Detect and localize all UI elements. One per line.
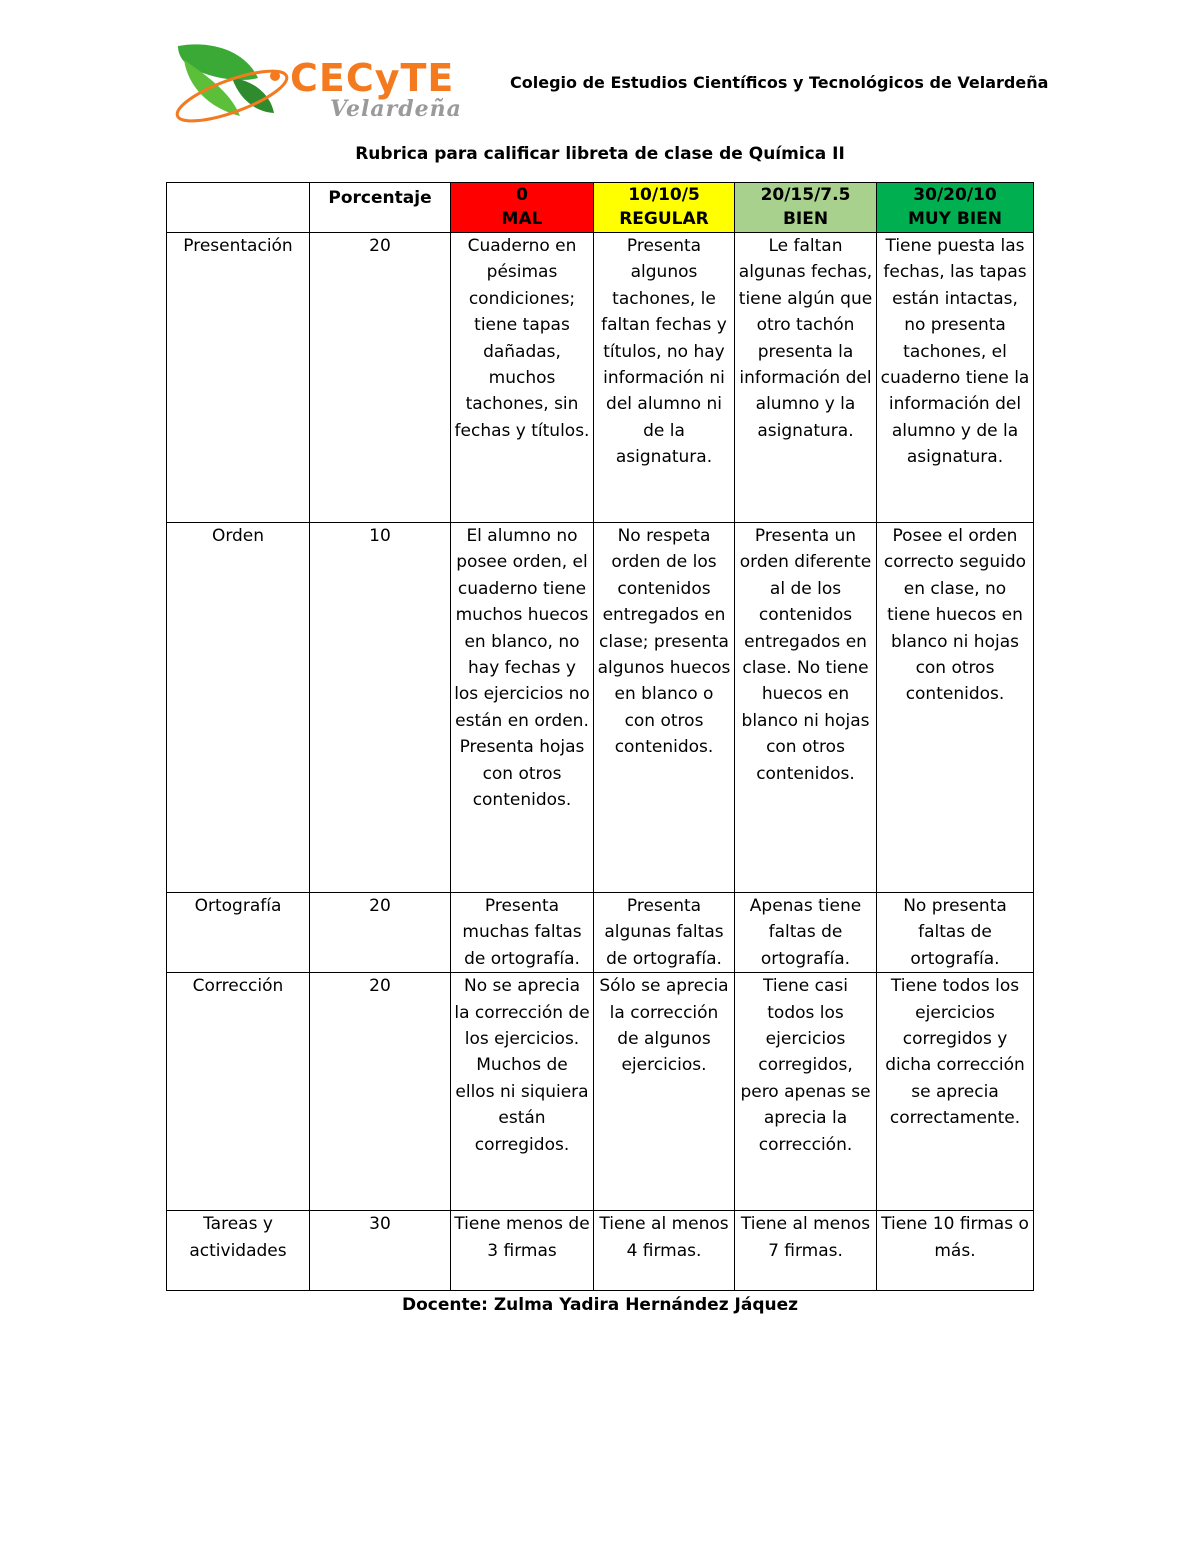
descriptor-cell-muy-bien: Tiene 10 firmas o más. bbox=[877, 1211, 1034, 1291]
logo-subtitle: Velardeña bbox=[330, 96, 462, 122]
descriptor-cell-regular: Tiene al menos 4 firmas. bbox=[594, 1211, 735, 1291]
criterion-cell: Ortografía bbox=[167, 893, 310, 973]
cecyte-logo bbox=[170, 38, 462, 133]
descriptor-cell-regular: Sólo se aprecia la corrección de algunos ejercicios. bbox=[594, 973, 735, 1211]
percent-cell: 10 bbox=[310, 523, 451, 893]
rubric-table bbox=[166, 182, 1034, 1291]
document-title: Rubrica para calificar libreta de clase de Química II bbox=[355, 144, 845, 164]
table-row bbox=[167, 893, 1034, 973]
header-level-muy-bien bbox=[877, 183, 1034, 233]
descriptor-cell-mal: No se aprecia la corrección de los ejercicios. Muchos de ellos ni siquiera están corregidos. bbox=[451, 973, 594, 1211]
level-label: MUY BIEN bbox=[907, 209, 1003, 229]
descriptor-cell-bien: Tiene al menos 7 firmas. bbox=[735, 1211, 877, 1291]
descriptor-cell-mal: Tiene menos de 3 firmas bbox=[451, 1211, 594, 1291]
percent-cell: 20 bbox=[310, 893, 451, 973]
header-percent-cell: Porcentaje bbox=[310, 183, 451, 233]
table-row bbox=[167, 973, 1034, 1211]
percent-cell: 20 bbox=[310, 973, 451, 1211]
level-score: 30/20/10 bbox=[913, 185, 997, 205]
criterion-cell: Presentación bbox=[167, 233, 310, 523]
table-row bbox=[167, 1211, 1034, 1291]
descriptor-cell-mal: El alumno no posee orden, el cuaderno tiene muchos huecos en blanco, no hay fechas y los ejercicios no están en orden. Presenta hojas con otros contenidos. bbox=[451, 523, 594, 893]
level-label: REGULAR bbox=[619, 209, 709, 229]
percent-cell: 20 bbox=[310, 233, 451, 523]
descriptor-cell-mal: Presenta muchas faltas de ortografía. bbox=[451, 893, 594, 973]
criterion-cell: Corrección bbox=[167, 973, 310, 1211]
header-corner-cell bbox=[167, 183, 310, 233]
descriptor-cell-muy-bien: Tiene todos los ejercicios corregidos y dicha corrección se aprecia correctamente. bbox=[877, 973, 1034, 1211]
percent-cell: 30 bbox=[310, 1211, 451, 1291]
descriptor-cell-muy-bien: Posee el orden correcto seguido en clase, no tiene huecos en blanco ni hojas con otros contenidos. bbox=[877, 523, 1034, 893]
level-label: MAL bbox=[501, 209, 543, 229]
descriptor-cell-regular: No respeta orden de los contenidos entregados en clase; presenta algunos huecos en blanco o con otros contenidos. bbox=[594, 523, 735, 893]
logo-wordmark: CECyTE bbox=[290, 56, 455, 100]
header-row bbox=[167, 183, 1034, 233]
descriptor-cell-bien: Le faltan algunas fechas, tiene algún que otro tachón presenta la información del alumno y la asignatura. bbox=[735, 233, 877, 523]
level-score: 20/15/7.5 bbox=[760, 185, 851, 205]
level-score: 10/10/5 bbox=[628, 185, 700, 205]
descriptor-cell-muy-bien: No presenta faltas de ortografía. bbox=[877, 893, 1034, 973]
descriptor-cell-bien: Presenta un orden diferente al de los contenidos entregados en clase. No tiene huecos en blanco ni hojas con otros contenidos. bbox=[735, 523, 877, 893]
criterion-cell: Tareas y actividades bbox=[167, 1211, 310, 1291]
level-label: BIEN bbox=[782, 209, 829, 229]
descriptor-cell-regular: Presenta algunos tachones, le faltan fechas y títulos, no hay información ni del alumno ni de la asignatura. bbox=[594, 233, 735, 523]
descriptor-cell-mal: Cuaderno en pésimas condiciones; tiene tapas dañadas, muchos tachones, sin fechas y títulos. bbox=[451, 233, 594, 523]
criterion-cell: Orden bbox=[167, 523, 310, 893]
descriptor-cell-regular: Presenta algunas faltas de ortografía. bbox=[594, 893, 735, 973]
descriptor-cell-muy-bien: Tiene puesta las fechas, las tapas están intactas, no presenta tachones, el cuaderno tiene la información del alumno y de la asignatura. bbox=[877, 233, 1034, 523]
level-score: 0 bbox=[516, 185, 528, 205]
school-name: Colegio de Estudios Científicos y Tecnológicos de Velardeña bbox=[510, 73, 1049, 92]
table-row bbox=[167, 233, 1034, 523]
header-level-bien bbox=[735, 183, 877, 233]
header-level-regular bbox=[594, 183, 735, 233]
descriptor-cell-bien: Tiene casi todos los ejercicios corregidos, pero apenas se aprecia la corrección. bbox=[735, 973, 877, 1211]
teacher-signature-line: Docente: Zulma Yadira Hernández Jáquez bbox=[401, 1295, 799, 1315]
table-row bbox=[167, 523, 1034, 893]
header-level-mal bbox=[451, 183, 594, 233]
descriptor-cell-bien: Apenas tiene faltas de ortografía. bbox=[735, 893, 877, 973]
